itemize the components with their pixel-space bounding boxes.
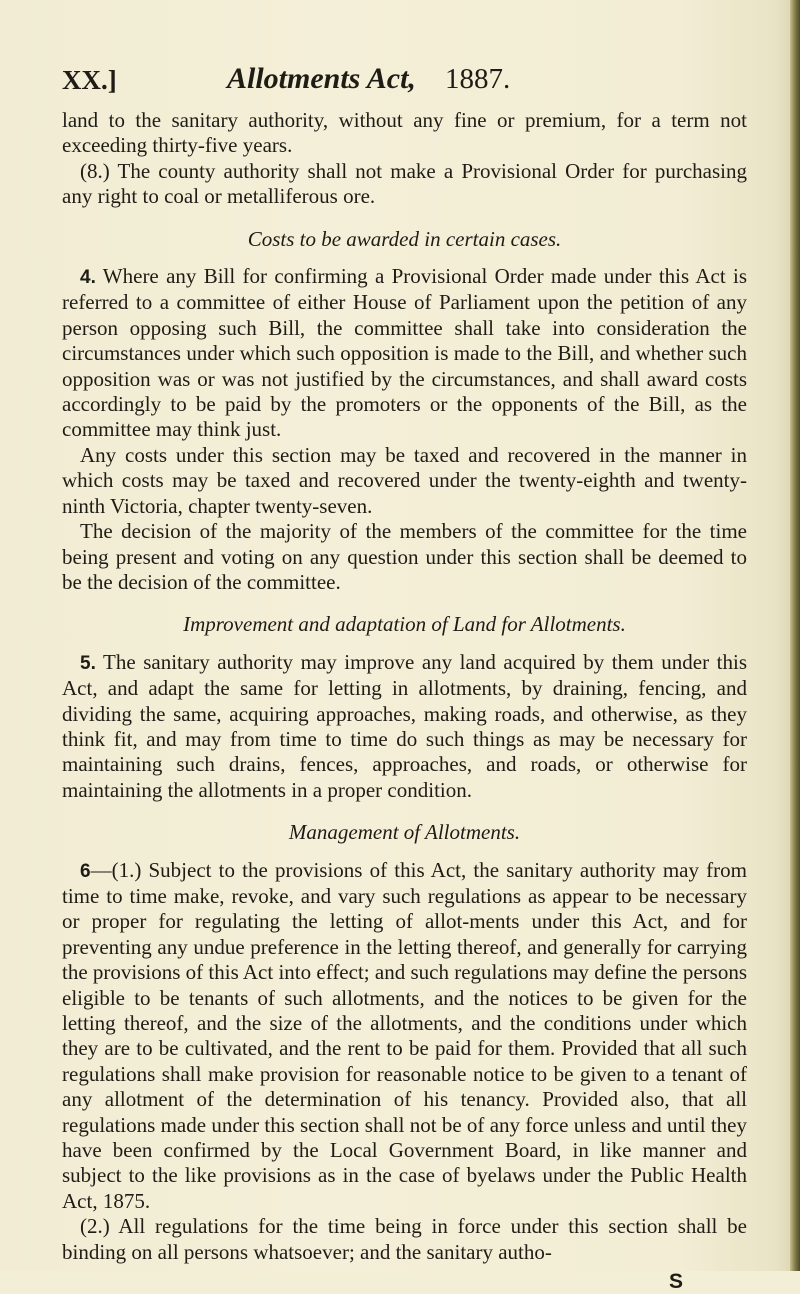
section-5	[62, 650, 747, 803]
heading-improvement: Improvement and adaptation of Land for Allotments.	[183, 612, 626, 637]
section-4-paragraph-2: Any costs under this section may be taxed and recovered in the manner in which costs may be taxed and recovered under the twenty-eighth and twenty-ninth Victoria, chapter twenty-seven.	[62, 442, 747, 518]
section-4-text: Where any Bill for confirming a Provisional Order made under this Act is referred to a committee of either House of Parliament upon the petition of any person opposing such Bill, the committee shall take into consideration the circumstances under which such opposition is made to the Bill, and whether such opposition was or was not justified by the circumstances, and shall award costs accordingly to be paid by the promoters or the opponents of the Bill, as the committee may think just.	[62, 264, 747, 442]
paragraph-intro: land to the sanitary authority, without any fine or premium, for a term not exceeding thirty-five years.	[62, 108, 747, 158]
signature-mark: S	[668, 1270, 683, 1294]
section-6-text: —(1.) Subject to the provisions of this Act, the sanitary authority may from time to time make, revoke, and vary such regulations as appear to be necessary or proper for regulating the letting of allot-ments under this Act, and for preventing any undue preference in the letting thereof, and generally for carrying the provisions of this Act into effect; and such regulations may define the persons eligible to be tenants of such allotments, and the notices to be given for the letting thereof, and the size of the allotments, and the conditions under which they are to be cultivated, and the rent to be paid for them. Provided that all such regulations shall make provision for reasonable notice to be given to a tenant of any allotment of the determination of his tenancy. Provided also, that all regulations made under this section shall not be of any force unless and until they have been confirmed by the Local Government Board, in like manner and subject to the like provisions as in the case of byelaws under the Public Health Act, 1875.	[62, 857, 747, 1213]
section-4-number: 4.	[80, 267, 96, 289]
section-5-text: The sanitary authority may improve any land acquired by them under this Act, and adapt the same for letting in allotments, by draining, fencing, and dividing the same, acquiring approaches, making roads, and otherwise, as they think fit, and may from time to time do such things as may be necessary for maintaining such drains, fences, approaches, and roads, or otherwise for maintaining the allotments in a proper condition.	[62, 649, 747, 802]
paragraph-8: (8.) The county authority shall not make a Provisional Order for purchasing any right to coal or metalliferous ore.	[62, 158, 747, 209]
section-6	[62, 858, 747, 1215]
section-5-number: 5.	[80, 652, 96, 674]
page-edge	[790, 0, 800, 1271]
section-4	[62, 264, 747, 443]
heading-costs: Costs to be awarded in certain cases.	[247, 226, 562, 251]
section-6-paragraph-2: (2.) All regulations for the time being in force under this section shall be binding on all persons whatsoever; and the sanitary autho-	[62, 1214, 747, 1264]
running-header	[62, 60, 747, 108]
header-year: 1887.	[445, 63, 511, 95]
page-content	[62, 60, 747, 1294]
chapter-number: XX.]	[62, 65, 117, 95]
section-4-paragraph-3: The decision of the majority of the members of the committee for the time being present and voting on any question under this section shall be deemed to be the decision of the committee.	[62, 519, 747, 594]
header-title: Allotments Act,	[227, 62, 416, 95]
heading-management: Management of Allotments.	[288, 820, 521, 845]
section-6-number: 6	[80, 860, 91, 882]
